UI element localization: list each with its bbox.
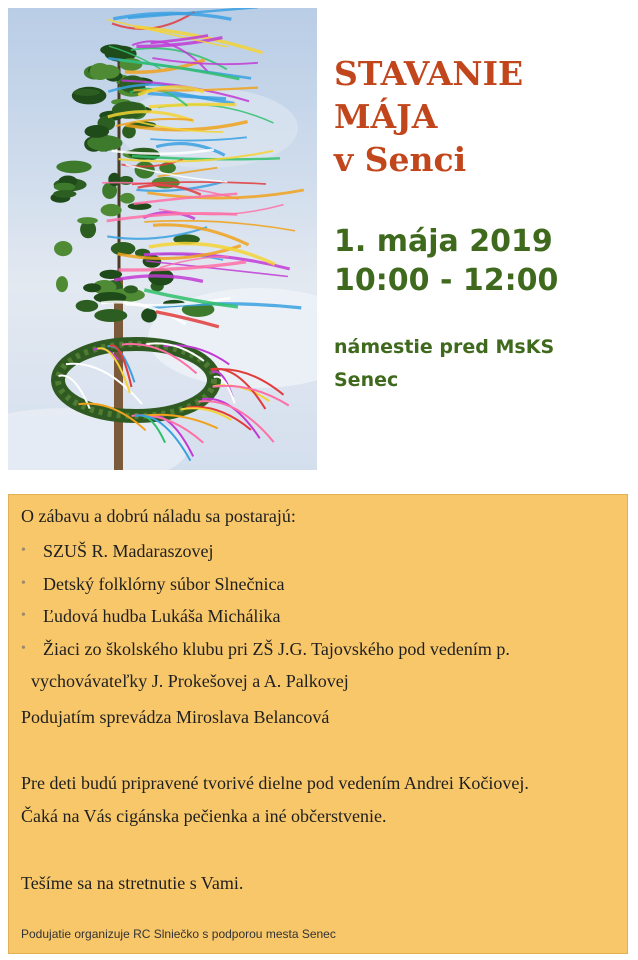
list-item: • Ľudová hudba Lukáša Michálika	[21, 600, 510, 633]
list-item-continuation: vychovávateľky J. Prokešovej a A. Palkovej	[31, 671, 349, 691]
list-item: • SZUŠ R. Madaraszovej	[21, 535, 510, 568]
closing-line: Tešíme sa na stretnutie s Vami.	[21, 873, 244, 893]
program-intro: O zábavu a dobrú náladu sa postarajú:	[21, 506, 296, 526]
bullet-icon: •	[21, 575, 26, 591]
list-item: • Žiaci zo školského klubu pri ZŠ J.G. Tajovského pod vedením p. vychovávateľky J. Prokešovej a A. Palkovej	[21, 633, 510, 698]
bullet-icon: •	[21, 608, 26, 623]
location-line-2: Senec	[334, 369, 399, 391]
event-datetime	[334, 222, 558, 300]
workshops-line: Pre deti budú pripravené tvorivé dielne pod vedením Andrei Kočiovej.	[21, 773, 529, 793]
performers-list	[21, 535, 510, 698]
title-line-1: STAVANIE	[334, 54, 524, 93]
organizer-footer: Podujatie organizuje RC Slniečko s podporou mesta Senec	[21, 927, 336, 941]
host-line: Podujatím sprevádza Miroslava Belancová	[21, 707, 330, 727]
bullet-icon: •	[21, 543, 26, 558]
program-box	[8, 494, 628, 954]
event-date: 1. mája 2019	[334, 224, 553, 259]
event-time: 10:00 - 12:00	[334, 263, 559, 298]
maypole-photo	[8, 8, 317, 470]
event-location	[334, 331, 554, 397]
list-item: • Detský folklórny súbor Slnečnica	[21, 568, 510, 601]
title-line-3: v Senci	[334, 140, 467, 179]
food-line: Čaká na Vás cigánska pečienka a iné občerstvenie.	[21, 806, 387, 826]
location-line-1: námestie pred MsKS	[334, 336, 555, 358]
bullet-icon: •	[21, 640, 26, 656]
event-title	[334, 52, 523, 181]
title-line-2: MÁJA	[334, 97, 438, 136]
